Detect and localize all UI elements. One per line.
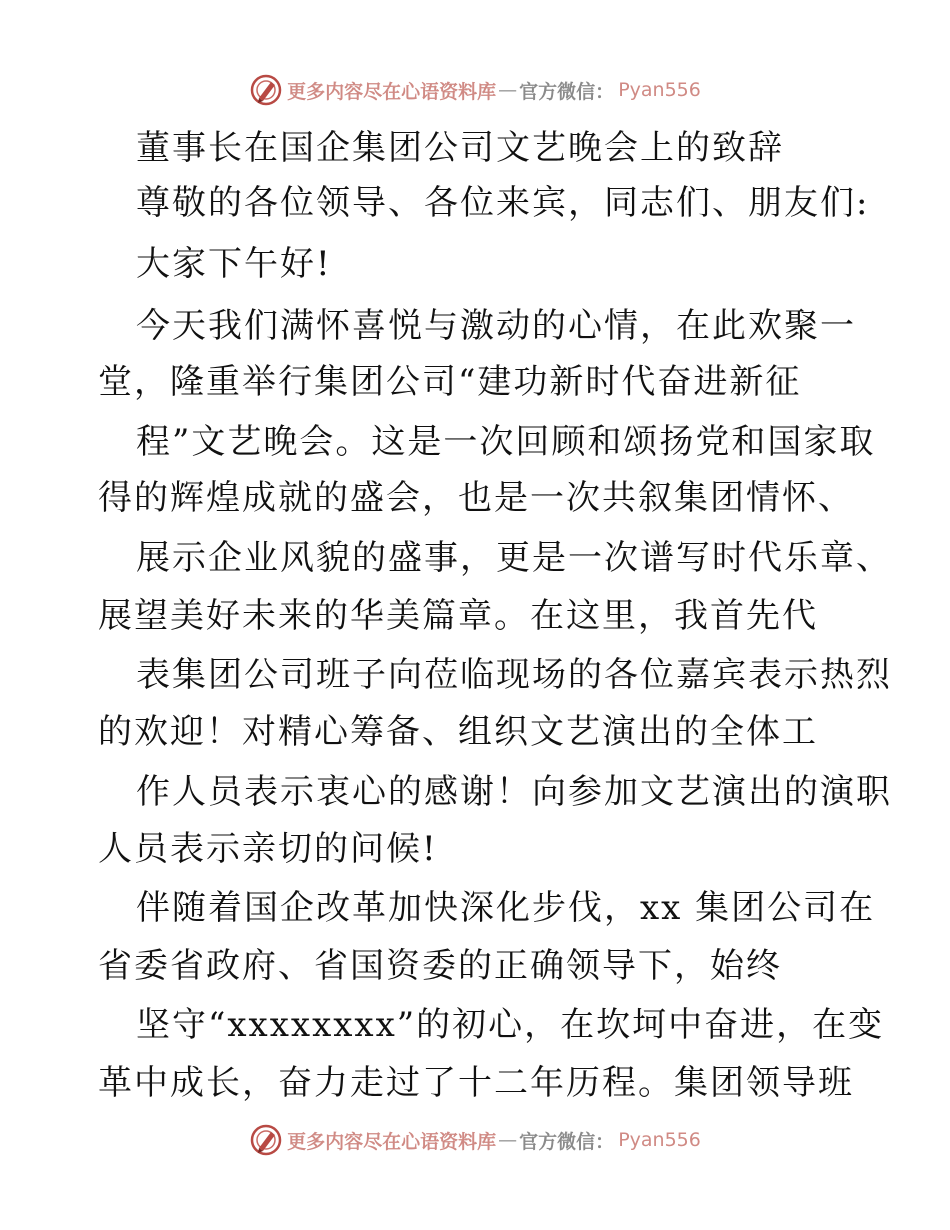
pen-logo-icon: [249, 73, 283, 107]
paragraph-line: 展望美好未来的华美篇章。在这里，我首先代: [98, 596, 818, 636]
watermark-text: 更多内容尽在心语资料库: [287, 80, 497, 103]
pen-logo-icon: [249, 1123, 283, 1157]
watermark-dash: —: [498, 1129, 518, 1151]
paragraph-line: 革中成长，奋力走过了十二年历程。集团领导班: [98, 1063, 854, 1103]
watermark-tag: 官方微信：: [519, 80, 615, 103]
paragraph-line: 程”文艺晚会。这是一次回顾和颂扬党和国家取: [136, 422, 876, 462]
paragraph-line: 堂，隆重举行集团公司“建功新时代奋进新征: [98, 362, 802, 402]
watermark-dash: —: [498, 79, 518, 101]
footer-watermark: [0, 1120, 950, 1160]
header-watermark: [0, 70, 950, 110]
paragraph-line: 的欢迎！对精心筹备、组织文艺演出的全体工: [98, 712, 818, 752]
watermark-text: 更多内容尽在心语资料库: [287, 1130, 497, 1153]
greeting: 大家下午好!: [136, 244, 332, 284]
paragraph-line: 省委省政府、省国资委的正确领导下，始终: [98, 946, 782, 986]
document-title: 董事长在国企集团公司文艺晚会上的致辞: [136, 128, 784, 168]
paragraph-line: 今天我们满怀喜悦与激动的心情，在此欢聚一: [136, 306, 856, 346]
watermark-tag: 官方微信：: [519, 1130, 615, 1153]
paragraph-line: 表集团公司班子向莅临现场的各位嘉宾表示热烈: [136, 655, 892, 695]
paragraph-line: 人员表示亲切的问候!: [98, 829, 438, 869]
paragraph-line: 伴随着国企改革加快深化步伐，xx 集团公司在: [136, 888, 876, 928]
watermark-id: Pyan556: [618, 79, 701, 101]
paragraph-line: 作人员表示衷心的感谢！向参加文艺演出的演职: [136, 772, 892, 812]
watermark-id: Pyan556: [618, 1129, 701, 1151]
paragraph-line: 展示企业风貌的盛事，更是一次谱写时代乐章、: [136, 538, 892, 578]
paragraph-line: 得的辉煌成就的盛会，也是一次共叙集团情怀、: [98, 478, 854, 518]
paragraph-line: 坚守“xxxxxxxx”的初心，在坎坷中奋进，在变: [136, 1005, 885, 1045]
salutation: 尊敬的各位领导、各位来宾，同志们、朋友们:: [136, 183, 870, 223]
